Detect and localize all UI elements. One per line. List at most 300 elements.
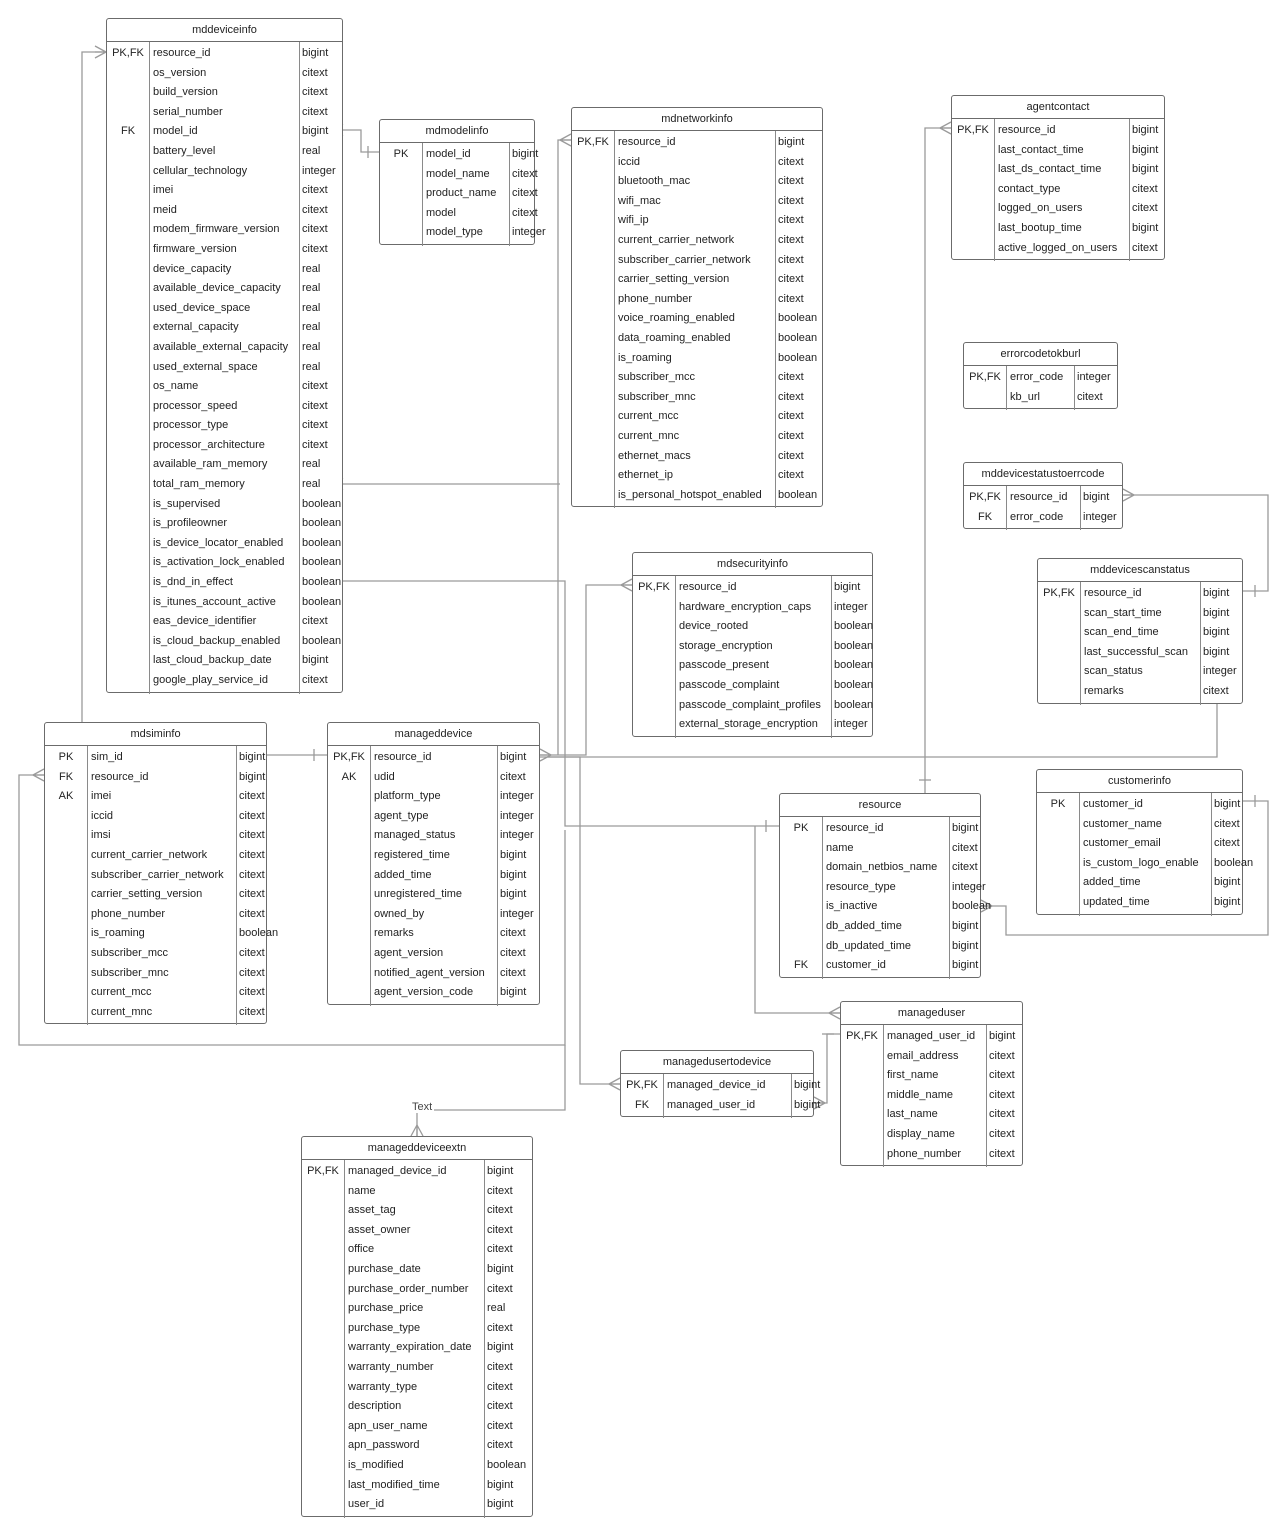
column-key [45, 924, 87, 944]
column-type: citext [487, 1400, 513, 1413]
column-row[interactable] [302, 1280, 532, 1300]
table-customerinfo[interactable] [1036, 769, 1254, 915]
column-type: bigint [1203, 626, 1230, 639]
column-row[interactable] [380, 165, 538, 185]
column-name: current_mcc [91, 986, 152, 999]
column-name: agent_version_code [374, 986, 474, 999]
column-name: added_time [1083, 876, 1141, 889]
column-row[interactable] [328, 866, 539, 886]
column-name: phone_number [887, 1147, 962, 1160]
column-row[interactable] [45, 748, 266, 768]
column-row[interactable] [952, 160, 1164, 180]
column-divider [614, 131, 615, 508]
column-key [302, 1417, 344, 1437]
column-type: boolean [778, 351, 818, 364]
column-type: citext [239, 848, 265, 861]
column-type: bigint [952, 959, 979, 972]
column-key [964, 388, 1006, 408]
column-name: first_name [887, 1069, 939, 1082]
column-name: ethernet_macs [618, 449, 691, 462]
column-row[interactable] [302, 1358, 532, 1378]
column-key [45, 983, 87, 1003]
column-name: scan_end_time [1084, 626, 1159, 639]
column-row[interactable] [107, 64, 342, 84]
column-type: real [302, 340, 321, 353]
column-key [302, 1338, 344, 1358]
table-mdmodelinfo[interactable] [379, 119, 546, 245]
column-key [107, 240, 149, 260]
column-name: scan_status [1084, 665, 1143, 678]
column-name: purchase_date [348, 1262, 421, 1275]
column-type: bigint [1214, 798, 1241, 810]
column-type: boolean [834, 620, 874, 633]
column-row[interactable] [952, 141, 1164, 161]
column-divider [1006, 366, 1007, 410]
column-type: citext [778, 273, 804, 286]
column-key [302, 1358, 344, 1378]
table-mddevicescanstatus[interactable] [1037, 558, 1243, 704]
table-manageduser[interactable] [840, 1001, 1023, 1166]
column-key [1038, 623, 1080, 643]
column-type: boolean [952, 900, 992, 913]
column-key: AK [341, 770, 357, 783]
column-name: voice_roaming_enabled [618, 312, 735, 325]
column-row[interactable] [1038, 584, 1242, 604]
column-row[interactable] [107, 220, 342, 240]
column-row[interactable] [841, 1086, 1022, 1106]
column-row[interactable] [572, 486, 822, 506]
column-key [45, 964, 87, 984]
column-name: carrier_setting_version [618, 273, 730, 286]
column-type: citext [239, 829, 265, 842]
column-divider [87, 746, 88, 1025]
column-row[interactable] [302, 1456, 532, 1476]
column-type: citext [778, 390, 804, 403]
column-divider [1080, 582, 1081, 705]
column-key [107, 495, 149, 515]
column-row[interactable] [572, 329, 822, 349]
column-row[interactable] [107, 44, 342, 64]
column-row[interactable] [841, 1027, 1022, 1047]
column-row[interactable] [780, 839, 980, 859]
table-managedusertodevice[interactable] [620, 1050, 821, 1117]
column-row[interactable] [572, 368, 822, 388]
column-row[interactable] [633, 676, 872, 696]
column-key: PK,FK [638, 581, 670, 593]
table-resource[interactable] [779, 793, 992, 978]
column-row[interactable] [780, 956, 980, 976]
column-type: bigint [487, 1498, 514, 1511]
column-key [328, 807, 370, 827]
column-row[interactable] [780, 917, 980, 937]
column-type: citext [302, 66, 328, 79]
column-row[interactable] [841, 1047, 1022, 1067]
column-type: citext [989, 1108, 1015, 1121]
column-row[interactable] [964, 488, 1122, 508]
table-title: manageduser [841, 1002, 1022, 1025]
column-row[interactable] [1038, 604, 1242, 624]
column-row[interactable] [572, 427, 822, 447]
column-row[interactable] [780, 897, 992, 917]
column-type: bigint [1132, 124, 1159, 136]
column-row[interactable] [1038, 682, 1242, 702]
column-row[interactable] [633, 617, 872, 637]
column-row[interactable] [633, 637, 872, 657]
column-row[interactable] [1038, 623, 1242, 643]
column-row[interactable] [633, 656, 872, 676]
column-key [328, 905, 370, 925]
column-name: model_type [426, 226, 483, 239]
column-key [1037, 893, 1079, 913]
column-key [572, 153, 614, 173]
column-row[interactable] [952, 219, 1164, 239]
column-row[interactable] [380, 223, 546, 243]
column-row[interactable] [572, 231, 822, 251]
column-divider [1211, 793, 1212, 916]
column-row[interactable] [952, 180, 1164, 200]
column-key [780, 878, 822, 898]
column-type: citext [302, 674, 328, 686]
column-row[interactable] [302, 1436, 532, 1456]
column-row[interactable] [302, 1378, 532, 1398]
column-key [45, 1003, 87, 1023]
column-row[interactable] [964, 508, 1122, 528]
table-title: manageddevice [328, 723, 539, 746]
column-type: bigint [487, 1341, 514, 1354]
column-type: citext [239, 907, 265, 920]
column-type: citext [302, 399, 328, 412]
column-type: bigint [952, 939, 979, 952]
column-row[interactable] [964, 388, 1117, 408]
column-type: citext [302, 438, 328, 451]
column-key [107, 318, 149, 338]
column-divider [484, 1160, 485, 1518]
column-type: citext [302, 242, 328, 255]
column-row[interactable] [841, 1145, 1022, 1165]
column-name: hardware_encryption_caps [679, 600, 812, 613]
table-agentcontact[interactable] [951, 95, 1165, 260]
column-type: citext [239, 966, 265, 979]
column-row[interactable] [328, 944, 539, 964]
column-name: remarks [374, 927, 414, 940]
column-row[interactable] [45, 944, 266, 964]
column-row[interactable] [107, 534, 342, 554]
column-row[interactable] [952, 121, 1164, 141]
column-row[interactable] [302, 1162, 532, 1182]
column-key: PK,FK [1043, 587, 1075, 599]
column-row[interactable] [107, 162, 342, 182]
column-row[interactable] [780, 937, 980, 957]
column-type: citext [512, 206, 538, 219]
column-row[interactable] [380, 145, 539, 165]
column-row[interactable] [107, 651, 342, 671]
column-row[interactable] [45, 866, 266, 886]
column-name: last_modified_time [348, 1478, 440, 1491]
column-row[interactable] [107, 83, 342, 103]
column-row[interactable] [572, 211, 822, 231]
column-row[interactable] [380, 184, 538, 204]
column-row[interactable] [107, 299, 342, 319]
column-key [328, 983, 370, 1003]
column-type: citext [302, 419, 328, 432]
column-key [572, 172, 614, 192]
column-row[interactable] [107, 632, 342, 652]
column-row[interactable] [841, 1125, 1022, 1145]
column-row[interactable] [107, 358, 342, 378]
column-key [1037, 815, 1079, 835]
column-name: asset_tag [348, 1204, 396, 1217]
column-type: bigint [302, 125, 329, 138]
column-row[interactable] [45, 1003, 266, 1023]
column-name: external_storage_encryption [679, 718, 818, 731]
column-key [1038, 682, 1080, 702]
column-row[interactable] [302, 1476, 532, 1496]
column-type: citext [778, 214, 804, 227]
column-row[interactable] [107, 103, 342, 123]
column-row[interactable] [302, 1240, 532, 1260]
column-row[interactable] [45, 787, 266, 807]
column-name: owned_by [374, 907, 425, 920]
column-name: processor_architecture [153, 438, 265, 451]
column-type: citext [1132, 202, 1158, 215]
column-row[interactable] [107, 455, 342, 475]
column-row[interactable] [328, 768, 539, 788]
column-row[interactable] [780, 878, 986, 898]
column-type: citext [778, 194, 804, 207]
column-key [841, 1145, 883, 1165]
crow-foot-mark [940, 122, 951, 134]
column-row[interactable] [302, 1417, 532, 1437]
table-title: mddevicescanstatus [1038, 559, 1242, 582]
column-row[interactable] [302, 1201, 532, 1221]
column-type: citext [239, 946, 265, 959]
column-key [380, 165, 422, 185]
column-row[interactable] [107, 142, 342, 162]
column-row[interactable] [107, 318, 342, 338]
column-type: integer [834, 718, 868, 731]
column-row[interactable] [328, 885, 539, 905]
column-row[interactable] [302, 1182, 532, 1202]
column-row[interactable] [572, 192, 822, 212]
column-row[interactable] [107, 201, 342, 221]
column-row[interactable] [302, 1397, 532, 1417]
column-row[interactable] [841, 1066, 1022, 1086]
column-name: bluetooth_mac [618, 175, 691, 188]
table-mdsecurityinfo[interactable] [632, 552, 873, 737]
column-row[interactable] [45, 905, 266, 925]
column-row[interactable] [633, 715, 872, 735]
column-row[interactable] [302, 1495, 532, 1515]
column-row[interactable] [302, 1299, 532, 1319]
table-mddevicestatustoerrcode[interactable] [963, 462, 1123, 529]
column-row[interactable] [328, 826, 539, 846]
column-key: FK [793, 959, 809, 972]
column-name: platform_type [374, 790, 441, 803]
column-row[interactable] [302, 1221, 532, 1241]
column-name: domain_netbios_name [826, 861, 938, 874]
column-row[interactable] [572, 388, 822, 408]
column-name: is_custom_logo_enable [1083, 856, 1199, 869]
table-title: manageddeviceextn [302, 1137, 532, 1160]
column-row[interactable] [780, 819, 980, 839]
column-type: citext [487, 1243, 513, 1256]
column-row[interactable] [1038, 643, 1242, 663]
column-key [107, 436, 149, 456]
column-row[interactable] [572, 133, 822, 153]
column-row[interactable] [107, 671, 342, 691]
column-type: citext [487, 1380, 513, 1393]
table-manageddeviceextn[interactable] [301, 1136, 533, 1517]
column-row[interactable] [107, 260, 342, 280]
column-row[interactable] [107, 397, 342, 417]
column-row[interactable] [107, 416, 342, 436]
column-row[interactable] [621, 1096, 821, 1116]
column-row[interactable] [633, 598, 872, 618]
column-type: real [302, 262, 321, 275]
column-row[interactable] [572, 309, 822, 329]
column-row[interactable] [572, 407, 822, 427]
column-name: asset_owner [348, 1223, 411, 1236]
column-row[interactable] [45, 983, 266, 1003]
column-divider [1079, 793, 1080, 916]
column-row[interactable] [45, 924, 279, 944]
crow-foot-mark [411, 1125, 423, 1136]
column-type: bigint [512, 148, 539, 160]
column-row[interactable] [302, 1260, 532, 1280]
table-mdnetworkinfo[interactable] [571, 107, 823, 507]
column-key [302, 1280, 344, 1300]
column-row[interactable] [328, 807, 539, 827]
column-name: customer_id [1083, 798, 1143, 810]
column-key [107, 514, 149, 534]
column-type: citext [302, 223, 328, 236]
column-row[interactable] [328, 964, 539, 984]
column-row[interactable] [45, 846, 266, 866]
column-name: wifi_mac [618, 194, 661, 207]
column-row[interactable] [572, 447, 822, 467]
column-row[interactable] [107, 475, 342, 495]
column-divider [149, 42, 150, 694]
column-row[interactable] [572, 290, 822, 310]
column-row[interactable] [107, 593, 342, 613]
column-name: resource_id [1010, 491, 1068, 503]
column-row[interactable] [572, 153, 822, 173]
column-key [107, 534, 149, 554]
column-row[interactable] [107, 573, 342, 593]
column-type: boolean [487, 1458, 527, 1471]
column-row[interactable] [107, 377, 342, 397]
column-row[interactable] [328, 787, 539, 807]
column-row[interactable] [964, 368, 1117, 388]
column-type: citext [239, 868, 265, 881]
table-title: resource [780, 794, 980, 817]
table-errorcodetokburl[interactable] [963, 342, 1118, 409]
column-key [780, 839, 822, 859]
crow-foot-mark [540, 749, 551, 761]
column-row[interactable] [45, 768, 266, 788]
column-row[interactable] [302, 1338, 532, 1358]
column-row[interactable] [572, 466, 822, 486]
column-row[interactable] [572, 270, 822, 290]
column-row[interactable] [45, 826, 266, 846]
crow-foot-mark [609, 1078, 620, 1090]
column-name: last_ds_contact_time [998, 163, 1102, 176]
column-name: ethernet_ip [618, 469, 674, 482]
column-row[interactable] [107, 240, 342, 260]
column-name: is_supervised [153, 497, 221, 510]
table-manageddevice[interactable] [327, 722, 540, 1005]
column-key: FK [120, 125, 136, 138]
column-divider [422, 143, 423, 246]
column-key [572, 290, 614, 310]
column-divider [1200, 582, 1201, 705]
column-row[interactable] [107, 514, 342, 534]
column-row[interactable] [328, 983, 539, 1003]
column-type: bigint [500, 848, 527, 861]
column-row[interactable] [621, 1076, 821, 1096]
column-row[interactable] [780, 858, 980, 878]
column-row[interactable] [952, 239, 1164, 259]
column-row[interactable] [107, 338, 342, 358]
column-key [572, 447, 614, 467]
column-row[interactable] [107, 612, 342, 632]
column-row[interactable] [380, 204, 538, 224]
column-row[interactable] [328, 748, 539, 768]
column-type: citext [500, 966, 526, 979]
column-row[interactable] [952, 199, 1164, 219]
column-row[interactable] [841, 1105, 1022, 1125]
column-type: citext [500, 946, 526, 959]
column-row[interactable] [633, 578, 872, 598]
column-row[interactable] [107, 279, 342, 299]
column-key [380, 223, 422, 243]
column-name: warranty_expiration_date [348, 1341, 472, 1354]
column-row[interactable] [572, 251, 822, 271]
table-mddeviceinfo[interactable] [106, 18, 343, 693]
column-row[interactable] [107, 495, 342, 515]
column-key [328, 964, 370, 984]
column-key [302, 1476, 344, 1496]
column-row[interactable] [572, 172, 822, 192]
column-name: used_device_space [153, 301, 251, 314]
column-row[interactable] [328, 846, 539, 866]
column-type: citext [302, 203, 328, 216]
column-key [841, 1066, 883, 1086]
column-row[interactable] [45, 964, 266, 984]
column-key [107, 83, 149, 103]
column-row[interactable] [45, 885, 266, 905]
column-name: purchase_order_number [348, 1282, 469, 1295]
column-type: real [302, 478, 321, 491]
column-row[interactable] [328, 924, 539, 944]
column-key [107, 612, 149, 632]
column-row[interactable] [328, 905, 539, 925]
column-row[interactable] [107, 553, 342, 573]
column-row[interactable] [302, 1319, 532, 1339]
column-row[interactable] [572, 349, 822, 369]
column-type: citext [239, 888, 265, 901]
column-row[interactable] [107, 181, 342, 201]
column-row[interactable] [45, 807, 266, 827]
column-row[interactable] [107, 122, 342, 142]
column-row[interactable] [1038, 662, 1242, 682]
column-name: name [348, 1184, 376, 1197]
column-key [45, 846, 87, 866]
column-row[interactable] [633, 696, 872, 716]
column-key [107, 632, 149, 652]
column-row[interactable] [107, 436, 342, 456]
table-mdsiminfo[interactable] [44, 722, 279, 1024]
